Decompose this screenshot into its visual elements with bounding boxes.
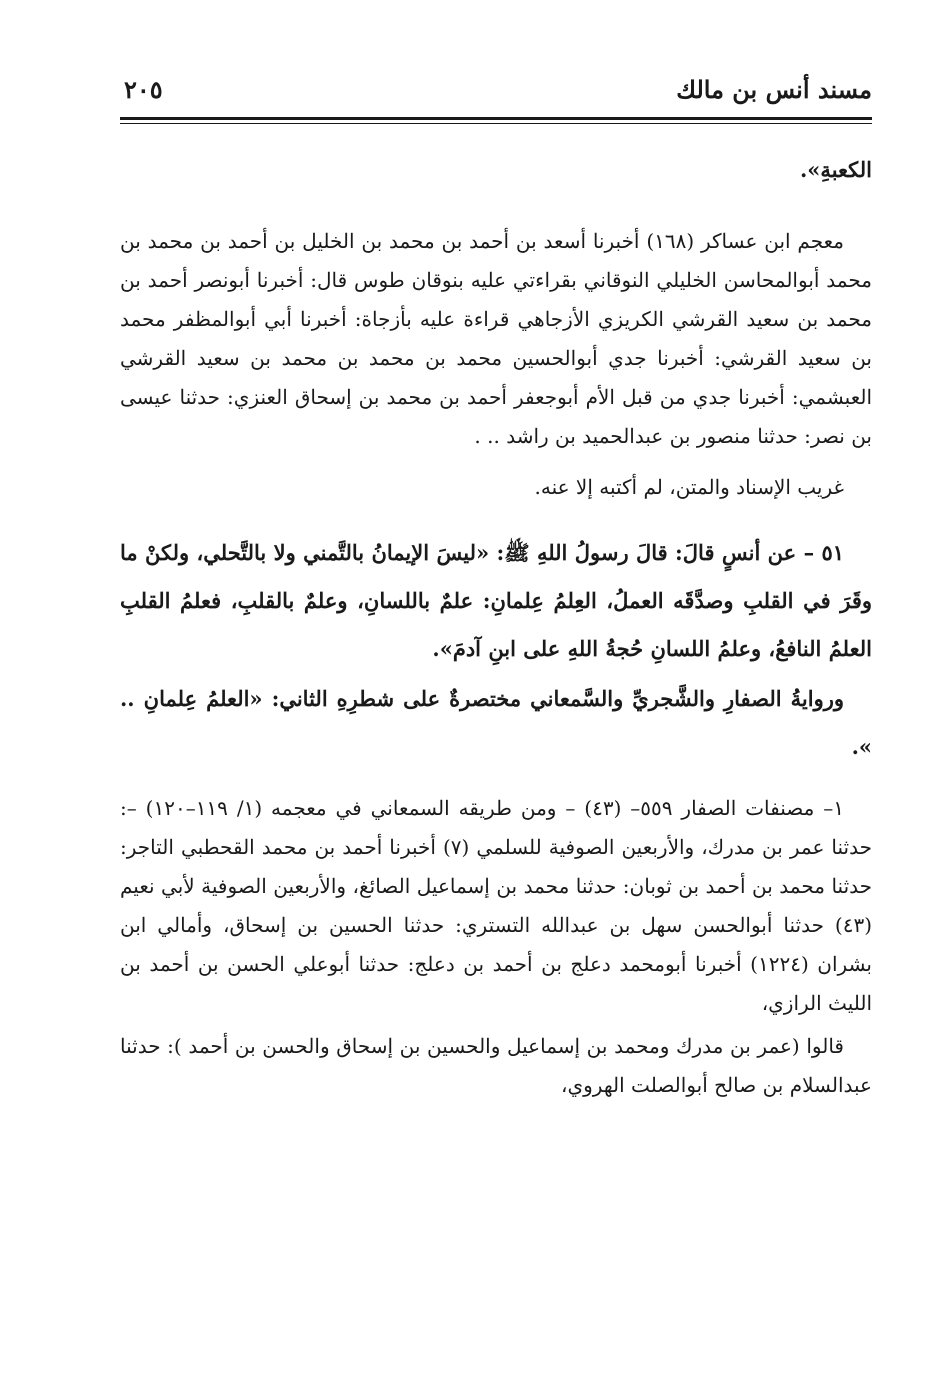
gharib-paragraph: غريب الإسناد والمتن، لم أكتبه إلا عنه. xyxy=(534,475,844,499)
mujam-paragraph: معجم ابن عساكر (١٦٨) أخبرنا أسعد بن أحمد بن محمد بن الخليل بن أحمد بن محمد بن محمد أبوالمحاسن الخليلي النوقاني بقراءتي عليه بنوقان طوس قال: أخبرنا أبونصر أحمد بن محمد بن سعيد القرشي الكريزي الأزجاهي قراءة عليه بأزجاة: أخبرنا أبي أبوالمظفر محمد بن سعيد القرشي: أخبرنا جدي أبوالحسين محمد بن محمد بن محمد بن سعيد القرشي العبشمي: أخبرنا جدي من قبل الأم أبوجعفر أحمد بن محمد بن إسحاق العنزي: حدثنا عيسى بن نصر: حدثنا منصور بن عبدالحميد بن راشد .. . xyxy=(120,229,872,448)
qalu-paragraph: قالوا (عمر بن مدرك ومحمد بن إسماعيل والحسين بن إسحاق والحسن بن أحمد ): حدثنا عبدالسلام بن صالح أبوالصلت الهروي، xyxy=(120,1034,872,1097)
footnote-1-paragraph: ١– مصنفات الصفار ٥٥٩– (٤٣) – ومن طريقه السمعاني في معجمه (١/ ١١٩–١٢٠) –: حدثنا عمر بن مدرك، والأربعين الصوفية للسلمي (٧) أخبرنا أحمد بن محمد القحطبي التاجر: حدثنا محمد بن أحمد بن ثوبان: حدثنا محمد بن إسماعيل الصائغ، والأربعين الصوفية لأبي نعيم (٤٣) حدثنا أبوالحسن سهل بن عبدالله التستري: حدثنا الحسين بن إسحاق، وأمالي ابن بشران (١٢٢٤) أخبرنا أبومحمد دعلج بن أحمد بن دعلج: حدثنا أبوعلي الحسن بن أحمد بن الليث الرازي، xyxy=(120,796,872,1015)
running-title: مسند أنس بن مالك xyxy=(676,75,872,104)
header-rule-thick xyxy=(120,117,872,120)
opening-line: الكعبةِ». xyxy=(800,157,872,182)
header-rule-thin xyxy=(120,123,872,124)
page-number: ٢٠٥ xyxy=(124,75,163,104)
page-body xyxy=(120,140,872,1105)
hadith-paragraph: ٥١ – عن أنسٍ قالَ: قالَ رسولُ اللهِ ﷺ: «ليسَ الإيمانُ بالتَّمني ولا بالتَّحلي، ولكنْ ما وقَرَ في القلبِ وصدَّقَه العملُ، العِلمُ عِلمانِ: علمٌ باللسانِ، وعلمٌ بالقلبِ، فعلمُ القلبِ العلمُ النافعُ، وعلمُ اللسانِ حُجةُ اللهِ على ابنِ آدمَ». xyxy=(120,540,872,661)
riwaya-paragraph: وروايةُ الصفارِ والشَّجريِّ والسَّمعاني مختصرةٌ على شطرِهِ الثاني: «العلمُ عِلمانِ .. ». xyxy=(120,686,872,759)
page-header xyxy=(120,72,872,112)
